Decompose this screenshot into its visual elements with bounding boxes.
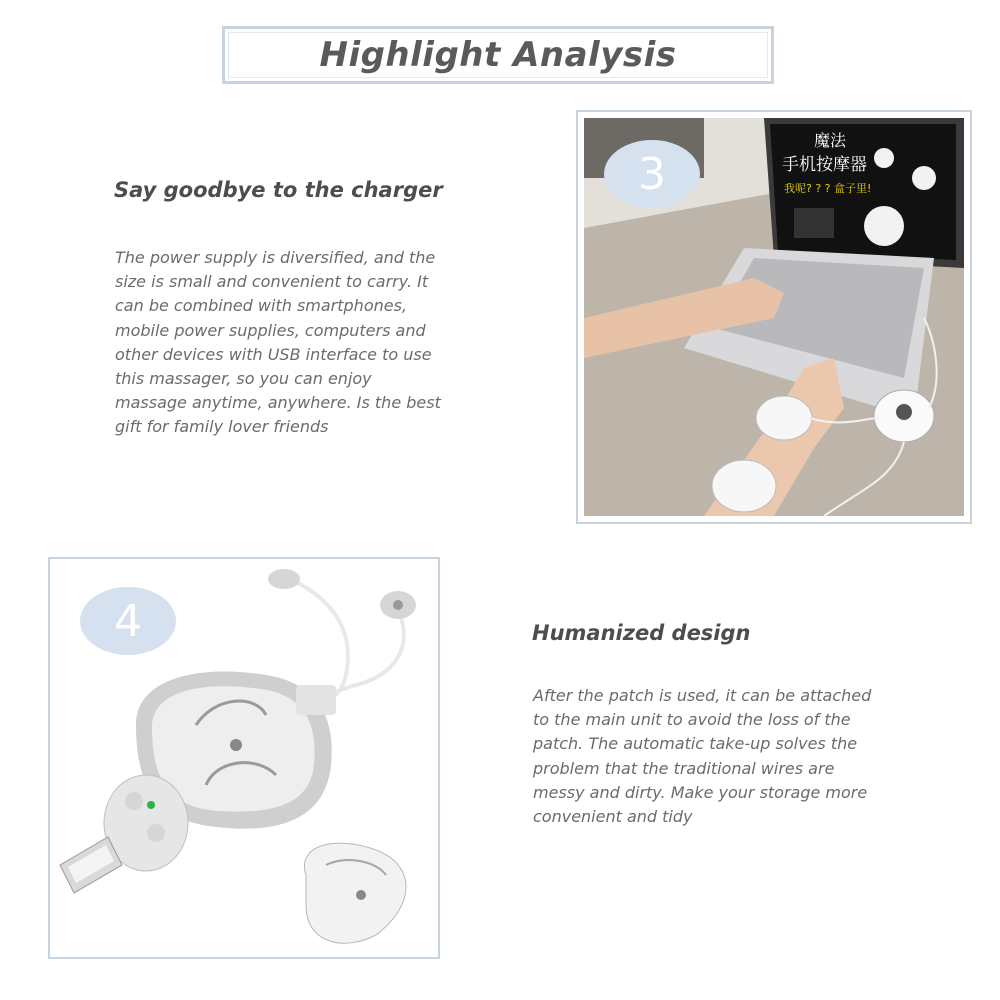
photo-laptop — [584, 118, 964, 516]
section-2-line: to the main unit to avoid the loss of the — [533, 710, 851, 730]
section-1-line: other devices with USB interface to use — [115, 344, 432, 364]
section-1-line: this massager, so you can enjoy — [115, 369, 372, 389]
section-1-line: mobile power supplies, computers and — [115, 320, 426, 340]
photo-device — [56, 565, 432, 951]
step-badge-4: 4 — [80, 587, 176, 655]
section-2-line: messy and dirty. Make your storage more — [533, 782, 868, 802]
photo-device-frame — [48, 557, 440, 959]
section-1-line: size is small and convenient to carry. It — [115, 272, 429, 292]
section-1-line: gift for family lover friends — [115, 417, 329, 437]
section-1-line: The power supply is diversified, and the — [115, 248, 436, 267]
section-1-heading: Say goodbye to the charger — [114, 178, 443, 202]
section-2-heading: Humanized design — [532, 621, 751, 645]
section-2-paragraph — [533, 684, 871, 829]
step-badge-3: 3 — [604, 140, 700, 208]
screen-title: 魔法 — [814, 131, 847, 150]
section-1-line: can be combined with smartphones, — [115, 296, 408, 316]
photo-laptop-frame — [576, 110, 972, 524]
section-2-line: patch. The automatic take-up solves the — [533, 734, 858, 754]
title-box — [222, 26, 774, 84]
screen-caption: 我呢? ? ? 盒子里! — [784, 182, 872, 195]
section-1-line: massage anytime, anywhere. Is the best — [115, 393, 441, 413]
section-1-paragraph — [115, 246, 441, 440]
page-title: Highlight Analysis — [319, 35, 677, 75]
section-2-line: After the patch is used, it can be attached — [533, 686, 872, 705]
screen-subtitle: 手机按摩器 — [782, 155, 867, 175]
section-2-line: problem that the traditional wires are — [533, 758, 835, 778]
section-2-line: convenient and tidy — [533, 807, 693, 827]
